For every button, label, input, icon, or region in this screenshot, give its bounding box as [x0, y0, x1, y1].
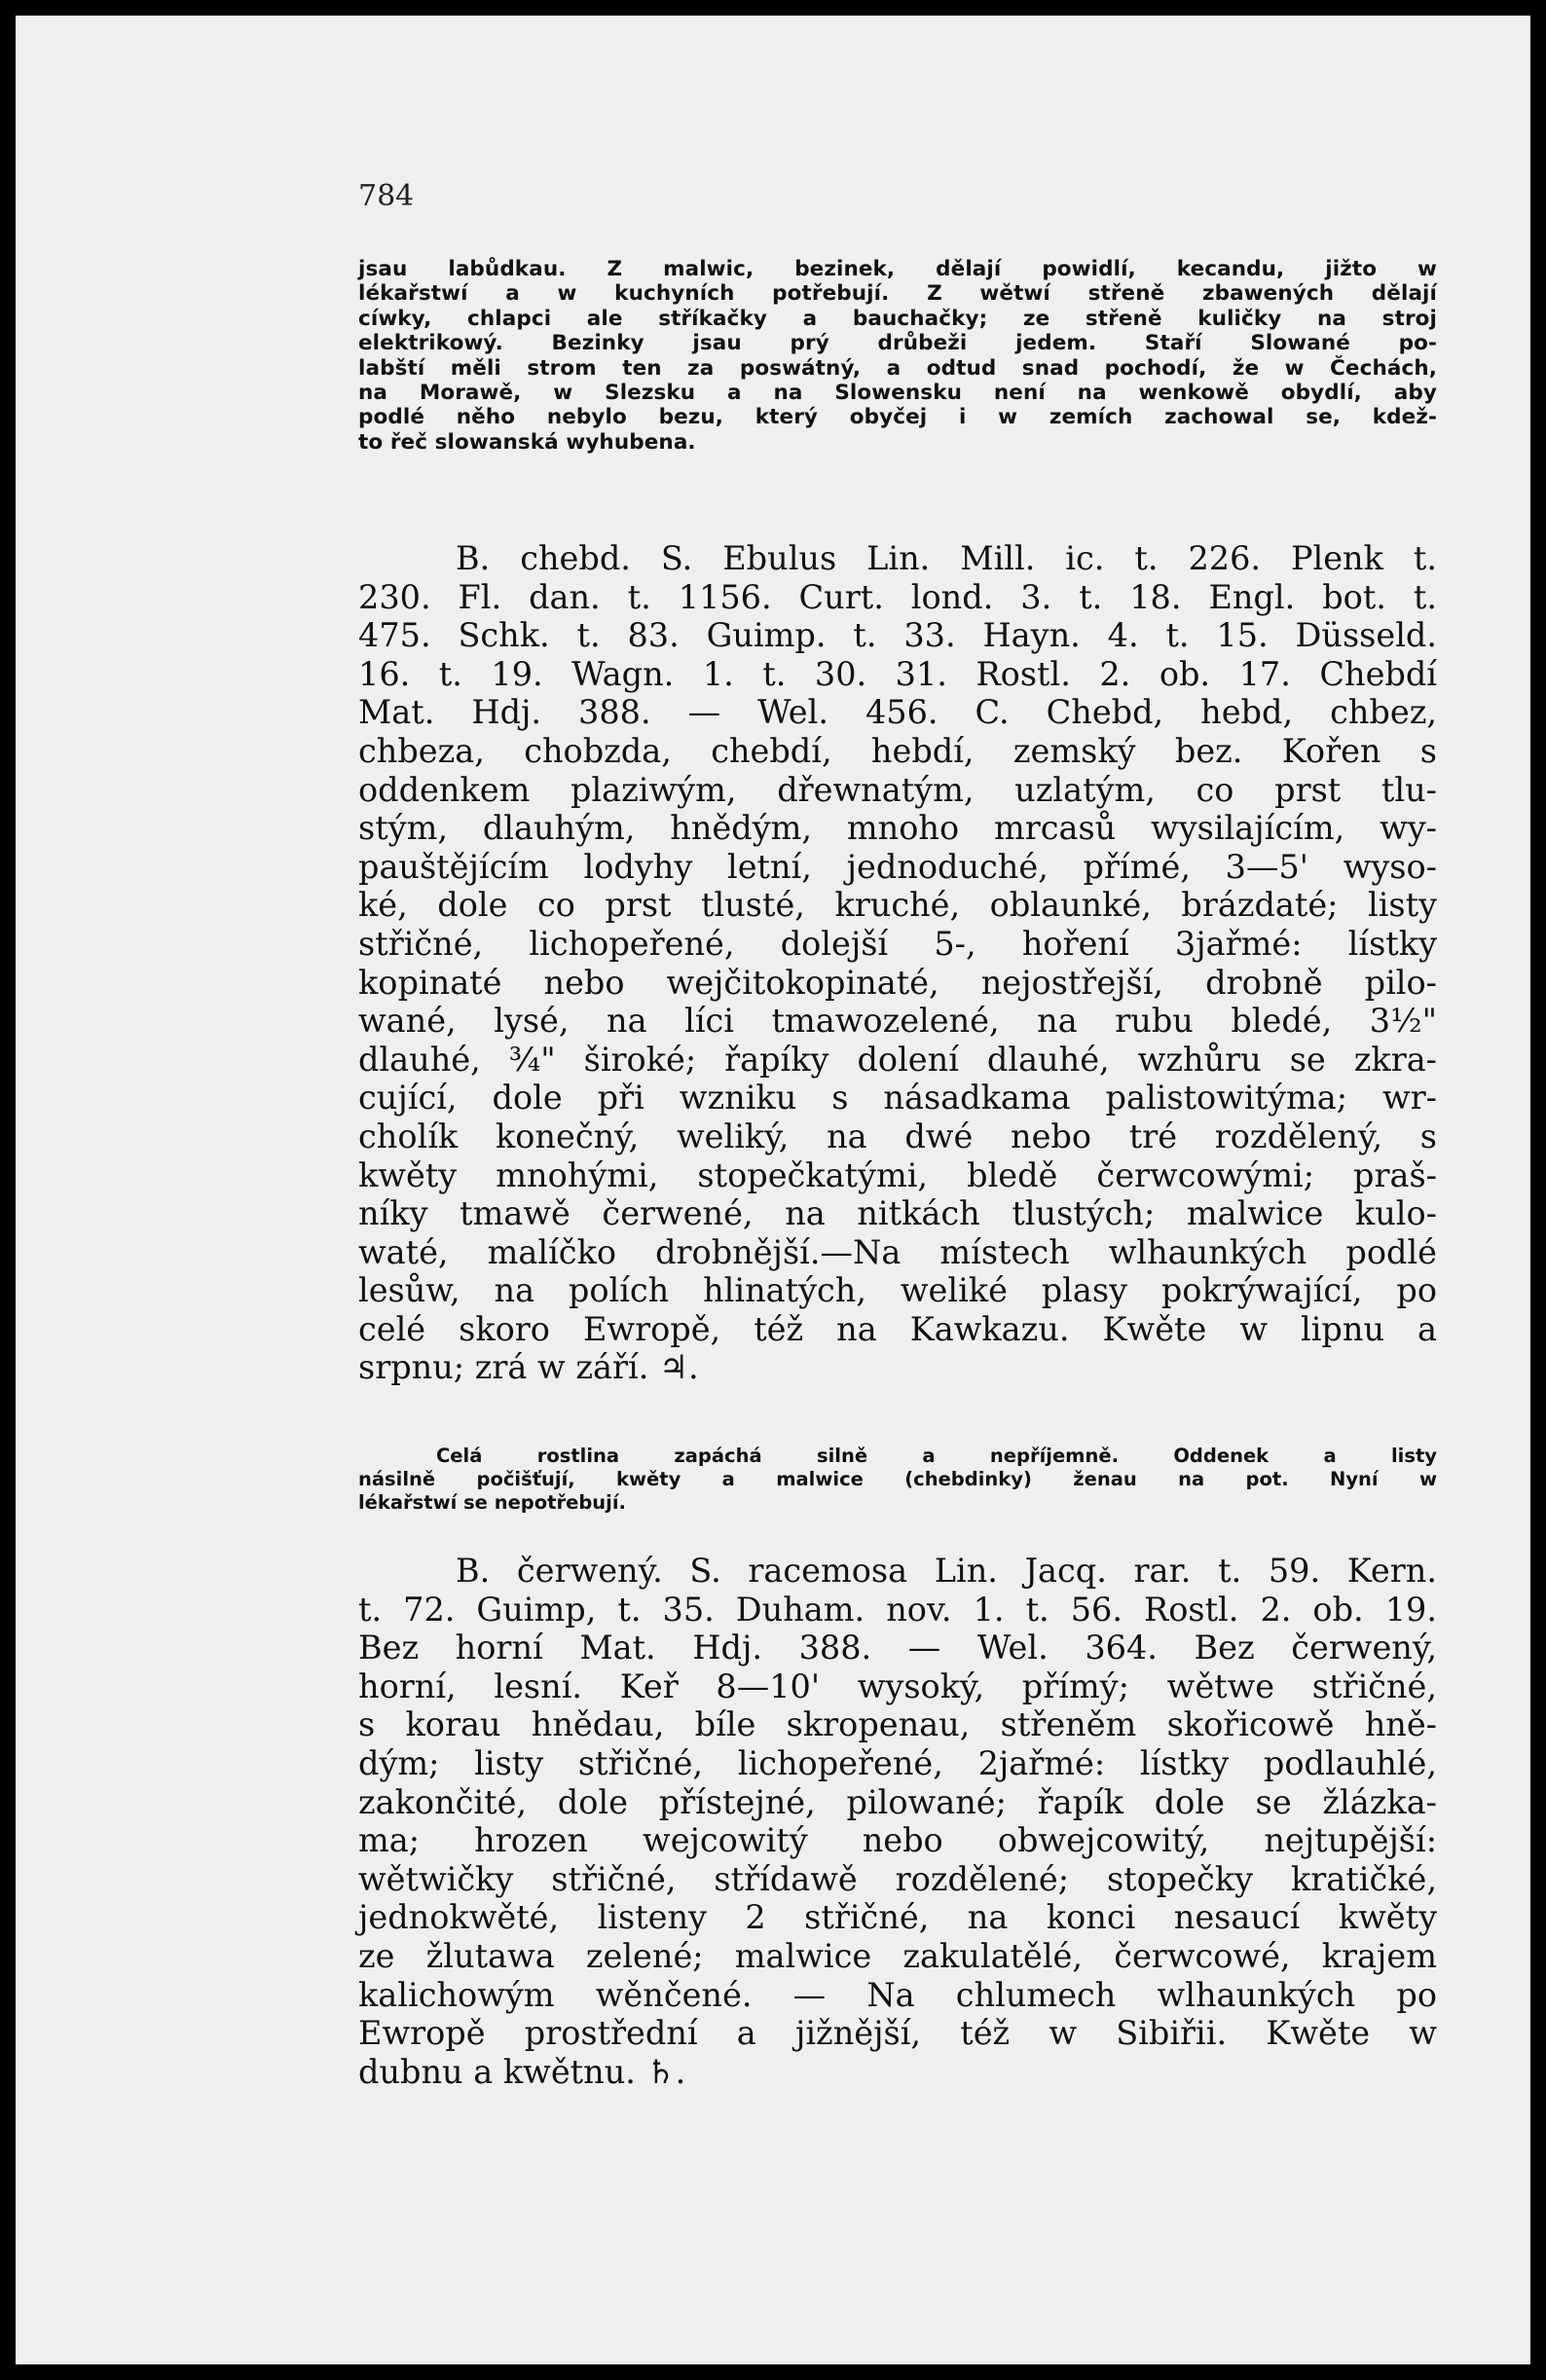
- text-line: dlauhé, ¾" široké; řapíky dolení dlauhé, wzhůru se zkra-: [358, 1040, 1437, 1079]
- text-line: 230. Fl. dan. t. 1156. Curt. lond. 3. t. 18. Engl. bot. t.: [358, 577, 1437, 616]
- text-line: dubnu a kwětnu. ♄.: [358, 2052, 686, 2091]
- text-line: ze žlutawa zelené; malwice zakulatělé, čerwcowé, krajem: [358, 1936, 1437, 1975]
- text-line: kwěty mnohými, stopečkatými, bledě čerwcowými; praš-: [358, 1155, 1437, 1194]
- page-number: 784: [358, 179, 415, 213]
- text-line: zakončité, dole přístejné, pilowané; řapík dole se žlázka-: [358, 1782, 1437, 1821]
- text-line: Ewropě prostřední a jižnější, též w Sibiřii. Kwěte w: [358, 2014, 1437, 2053]
- text-line: lékařstwí a w kuchyních potřebují. Z wětwí střeně zbawených dělají: [358, 281, 1437, 307]
- text-line: cující, dole při wzniku s násadkama palistowitýma; wr-: [358, 1079, 1437, 1117]
- text-line: podlé něho nebylo bezu, který obyčej i w zemích zachowal se, kdež-: [358, 405, 1437, 430]
- text-line: oddenkem plaziwým, dřewnatým, uzlatým, co prst tlu-: [358, 770, 1437, 809]
- text-line: dým; listy střičné, lichopeřené, 2jařmé: lístky podlauhlé,: [358, 1743, 1437, 1782]
- text-line: celé skoro Ewropě, též na Kawkazu. Kwěte w lipnu a: [358, 1309, 1437, 1348]
- text-line: t. 72. Guimp, t. 35. Duham. nov. 1. t. 56. Rostl. 2. ob. 19.: [358, 1590, 1437, 1629]
- ebulus-entry: [358, 539, 1437, 1387]
- text-line: pauštějícím lodyhy letní, jednoduché, přímé, 3—5' wyso-: [358, 847, 1437, 886]
- text-line: lesůw, na polích hlinatých, weliké plasy pokrýwající, po: [358, 1271, 1437, 1310]
- text-line: horní, lesní. Keř 8—10' wysoký, přímý; wětwe střičné,: [358, 1666, 1437, 1705]
- text-line: ké, dole co prst tlusté, kruché, oblaunké, brázdaté; listy: [358, 886, 1437, 925]
- text-line: stým, dlauhým, hnědým, mnoho mrcasů wysilajícím, wy-: [358, 809, 1437, 848]
- book-page: [16, 16, 1530, 2364]
- text-line: srpnu; zrá w září. ♃.: [358, 1348, 699, 1387]
- text-line: wané, lysé, na líci tmawozelené, na rubu bledé, 3½": [358, 1002, 1437, 1041]
- text-line: B. čerwený. S. racemosa Lin. Jacq. rar. t. 59. Kern.: [456, 1552, 1437, 1590]
- text-line: cholík konečný, weliký, na dwé nebo tré rozdělený, s: [358, 1117, 1437, 1155]
- text-line: s korau hnědau, bíle skropenau, střeněm skořicowě hně-: [358, 1705, 1437, 1744]
- text-line: násilně počišťují, kwěty a malwice (chebdinky) ženau na pot. Nyní w: [358, 1468, 1437, 1490]
- text-line: lékařstwí se nepotřebují.: [358, 1491, 626, 1514]
- text-line: waté, malíčko drobnější.—Na místech wlhaunkých podlé: [358, 1232, 1437, 1271]
- text-line: to řeč slowanská wyhubena.: [358, 429, 696, 455]
- text-line: cíwky, chlapci ale stříkačky a bauchačky; ze střeně kuličky na stroj: [358, 306, 1437, 331]
- text-line: wětwičky střičné, střídawě rozdělené; stopečky kratičké,: [358, 1859, 1437, 1898]
- text-line: jsau labůdkau. Z malwic, bezinek, dělají powidlí, kecandu, jižto w: [358, 257, 1437, 281]
- text-line: kalichowým wěnčené. — Na chlumech wlhaunkých po: [358, 1975, 1437, 2014]
- text-line: kopinaté nebo wejčitokopinaté, nejostřejší, drobně pilo-: [358, 963, 1437, 1002]
- text-line: Bez horní Mat. Hdj. 388. — Wel. 364. Bez čerwený,: [358, 1629, 1437, 1667]
- ebulus-note: [358, 1445, 1437, 1515]
- text-line: elektrikowý. Bezinky jsau prý drůbeži jedem. Staří Slowané po-: [358, 331, 1437, 356]
- text-line: níky tmawě čerwené, na nitkách tlustých; malwice kulo-: [358, 1194, 1437, 1233]
- text-line: 475. Schk. t. 83. Guimp. t. 33. Hayn. 4. t. 15. Düsseld.: [358, 616, 1437, 655]
- text-line: ma; hrozen wejcowitý nebo obwejcowitý, nejtupější:: [358, 1821, 1437, 1860]
- text-line: jednokwěté, listeny 2 střičné, na konci nesaucí kwěty: [358, 1898, 1437, 1937]
- intro-paragraph: [358, 257, 1437, 455]
- text-line: střičné, lichopeřené, dolejší 5-, hoření 3jařmé: lístky: [358, 924, 1437, 963]
- text-line: labští měli strom ten za poswátný, a odtud snad pochodí, že w Čechách,: [358, 355, 1437, 381]
- racemosa-entry: [358, 1552, 1437, 2091]
- text-line: Mat. Hdj. 388. — Wel. 456. C. Chebd, hebd, chbez,: [358, 693, 1437, 732]
- text-line: 16. t. 19. Wagn. 1. t. 30. 31. Rostl. 2. ob. 17. Chebdí: [358, 654, 1437, 693]
- text-line: B. chebd. S. Ebulus Lin. Mill. ic. t. 226. Plenk t.: [456, 539, 1437, 577]
- text-line: Celá rostlina zapáchá silně a nepříjemně. Oddenek a listy: [436, 1445, 1437, 1467]
- text-line: na Morawě, w Slezsku a na Slowensku není na wenkowě obydlí, aby: [358, 381, 1437, 406]
- text-line: chbeza, chobzda, chebdí, hebdí, zemský bez. Kořen s: [358, 731, 1437, 770]
